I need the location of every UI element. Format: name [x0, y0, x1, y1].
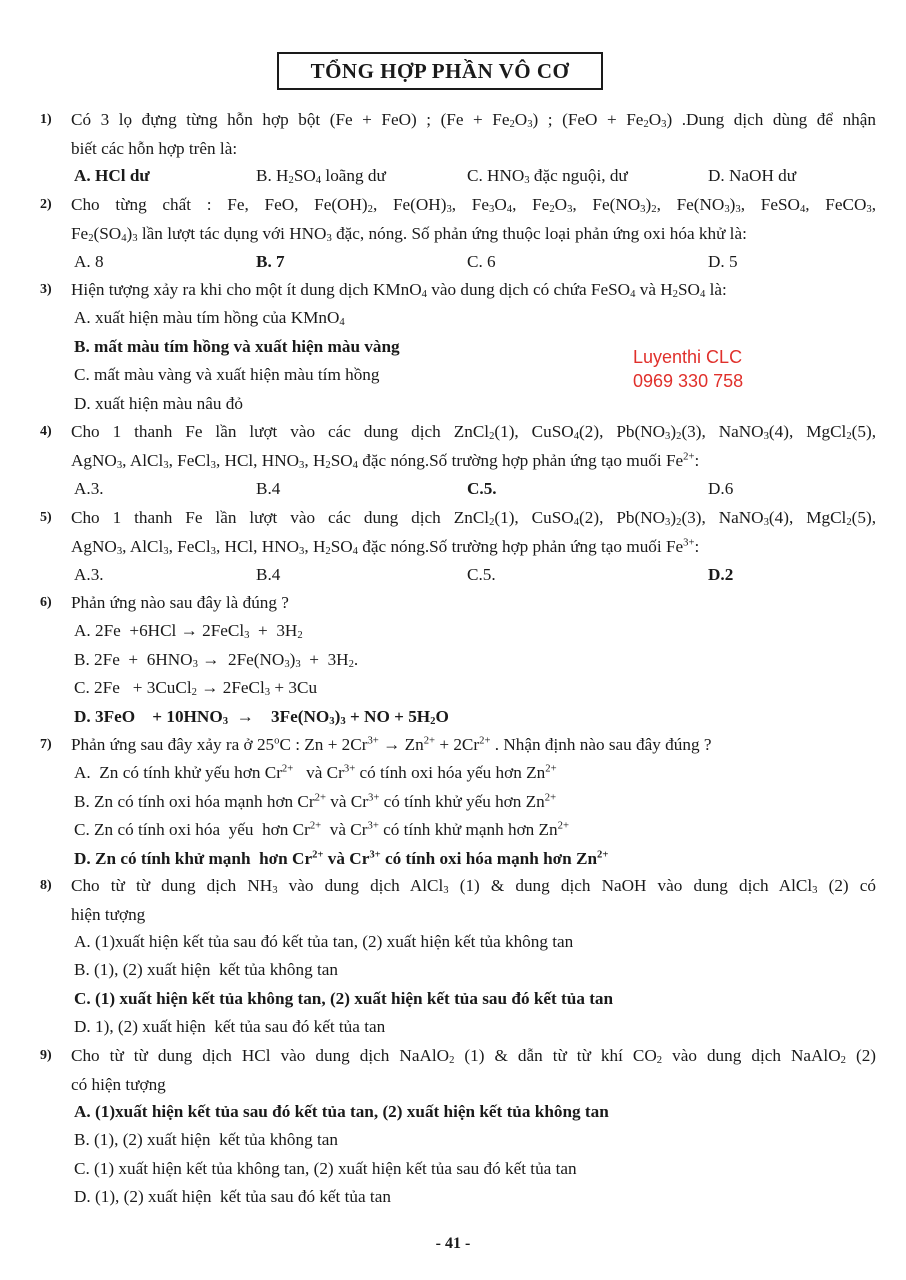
question-text: Cho 1 thanh Fe lần lượt vào các dung dịch ZnCl$_2$(1), CuSO$_4$(2), $Pb(NO_3)_2(3)$, NaNO$_3$(4), MgCl$_2$(5),	[71, 422, 876, 443]
question-text: có hiện tượng	[71, 1074, 166, 1094]
answer-option: A. (1)xuất hiện kết tủa sau đó kết tủa tan, (2) xuất hiện kết tủa không tan	[74, 932, 574, 951]
question-text: Cho từng chất : Fe, FeO, $Fe(OH)_2$, $Fe(OH)_3$, $Fe_3O_4$, $Fe_2O_3$, $Fe(NO_3)_2$, $Fe(NO_3)_3$, FeSO$_4$, FeCO$_3$,	[71, 195, 876, 216]
answer-option: B. $2Fe + 6HNO_3 \to 2Fe(NO_3)_3 + 3H_2$.	[74, 649, 359, 670]
answer-option: C. 2Fe + 3CuCl$_2$ → 2FeCl$_3$ + 3Cu	[74, 678, 318, 699]
question-number: 3)	[40, 282, 52, 297]
question-number: 8)	[40, 878, 52, 893]
answer-option: A. 2Fe +6HCl → 2FeCl$_3$ + $3H_2$	[74, 621, 303, 642]
question-number: 7)	[40, 737, 52, 752]
page-title: TỔNG HỢP PHẦN VÔ CƠ	[277, 52, 603, 90]
question-text: Cho 1 thanh Fe lần lượt vào các dung dịch ZnCl$_2$(1), CuSO$_4$(2), $Pb(NO_3)_2(3)$, NaNO$_3$(4), MgCl$_2$(5),	[71, 508, 876, 529]
answer-option: D. 1), (2) xuất hiện kết tủa sau đó kết tủa tan	[74, 1016, 386, 1036]
answer-option: B.4	[256, 565, 281, 584]
answer-option: D. 5	[708, 252, 738, 271]
answer-option: A.3.	[74, 565, 104, 584]
question-text: $Fe_2(SO_4)_3$ lần lượt tác dụng với $HNO_3$ đặc, nóng. Số phản ứng thuộc loại phản ứng oxi hóa khử là:	[71, 223, 747, 244]
answer-option: B. mất màu tím hồng và xuất hiện màu vàng	[74, 336, 400, 356]
answer-option: C. mất màu vàng và xuất hiện màu tím hồng	[74, 365, 380, 385]
answer-option: B.4	[256, 479, 281, 498]
answer-option: A. xuất hiện màu tím hồng của KMnO$_4$	[74, 308, 345, 329]
answer-option: D. (1), (2) xuất hiện kết tủa sau đó kết tủa tan	[74, 1186, 391, 1206]
answer-option: D.2	[708, 565, 734, 584]
question-number: 9)	[40, 1048, 52, 1063]
question-text: Phản ứng sau đây xảy ra ở 25$^o$C : $Zn + 2Cr^{3+} \to Zn^{2+} + 2Cr^{2+}$ . Nhận định nào sau đây đúng ?	[71, 735, 712, 754]
question-text: Cho từ từ dung dịch HCl vào dung dịch NaAlO$_2$ (1) & dẫn từ từ khí $CO_2$ vào dung dịch NaAlO$_2$ (2)	[71, 1046, 877, 1067]
answer-option: B. $H_2SO_4$ loãng dư	[256, 166, 386, 187]
question-text: biết các hỗn hợp trên là:	[71, 138, 238, 158]
answer-option: C. (1) xuất hiện kết tủa không tan, (2) xuất hiện kết tủa sau đó kết tủa tan	[74, 988, 614, 1008]
answer-option: D. Zn có tính khử mạnh hơn $Cr^{2+}$ và $Cr^{3+}$ có tính oxi hóa mạnh hơn $Zn^{2+}$	[74, 848, 609, 868]
question-number: 2)	[40, 197, 52, 212]
question-text: Có 3 lọ đựng từng hỗn hợp bột (Fe + FeO) ; $(Fe + Fe_2O_3)$ ; $(FeO + Fe_2O_3)$ .Dung dịch dùng để nhận	[71, 110, 876, 131]
watermark-phone: 0969 330 758	[633, 371, 744, 391]
answer-option: C. (1) xuất hiện kết tủa không tan, (2) xuất hiện kết tủa sau đó kết tủa tan	[74, 1158, 577, 1178]
answer-option: D. 3FeO + $10HNO_3$ → $3Fe(NO_3)_3$ + NO + $5H_2O$	[74, 706, 449, 727]
watermark-name: Luyenthi CLC	[633, 347, 743, 367]
question-number: 5)	[40, 510, 52, 525]
question-text: AgNO$_3$, AlCl$_3$, FeCl$_3$, HCl, $HNO_3$, $H_2SO_4$ đặc nóng.Số trường hợp phản ứng tạo muối $Fe^{3+}$:	[71, 536, 700, 557]
answer-option: C.5.	[467, 565, 496, 584]
question-text: AgNO$_3$, AlCl$_3$, FeCl$_3$, HCl, $HNO_3$, $H_2SO_4$ đặc nóng.Số trường hợp phản ứng tạo muối $Fe^{2+}$:	[71, 450, 700, 471]
answer-option: A. Zn có tính khử yếu hơn $Cr^{2+}$ và $Cr^{3+}$ có tính oxi hóa yếu hơn $Zn^{2+}$	[74, 763, 557, 782]
answer-option: C. Zn có tính oxi hóa yếu hơn $Cr^{2+}$ và $Cr^{3+}$ có tính khử mạnh hơn $Zn^{2+}$	[74, 820, 569, 839]
page-number: - 41 -	[435, 1235, 471, 1252]
answer-option: A.3.	[74, 479, 104, 498]
answer-option: A. HCl dư	[74, 166, 150, 185]
question-text: Cho từ từ dung dịch $NH_3$ vào dung dịch AlCl$_3$ (1) & dung dịch NaOH vào dung dịch AlCl$_3$ (2) có	[71, 876, 876, 897]
answer-option: D.6	[708, 479, 734, 498]
answer-option: A. 8	[74, 252, 104, 271]
answer-option: B. Zn có tính oxi hóa mạnh hơn $Cr^{2+}$ và $Cr^{3+}$ có tính khử yếu hơn $Zn^{2+}$	[74, 791, 557, 811]
answer-option: D. xuất hiện màu nâu đỏ	[74, 394, 243, 414]
question-number: 4)	[40, 424, 52, 439]
question-number: 1)	[40, 112, 52, 127]
answer-option: B. (1), (2) xuất hiện kết tủa không tan	[74, 1130, 338, 1150]
question-number: 6)	[40, 595, 52, 610]
answer-option: C. 6	[467, 252, 496, 271]
answer-option: B. 7	[256, 252, 285, 271]
answer-option: B. (1), (2) xuất hiện kết tủa không tan	[74, 960, 338, 980]
question-text: Hiện tượng xảy ra khi cho một ít dung dịch KMnO$_4$ vào dung dịch có chứa FeSO$_4$ và $H_2SO_4$ là:	[71, 280, 727, 301]
answer-option: D. NaOH dư	[708, 166, 797, 185]
question-text: Phản ứng nào sau đây là đúng ?	[71, 593, 289, 612]
question-text: hiện tượng	[71, 904, 146, 924]
answer-option: C.5.	[467, 479, 497, 498]
answer-option: C. $HNO_3$ đặc nguội, dư	[467, 166, 628, 187]
answer-option: A. (1)xuất hiện kết tủa sau đó kết tủa tan, (2) xuất hiện kết tủa không tan	[74, 1102, 609, 1121]
